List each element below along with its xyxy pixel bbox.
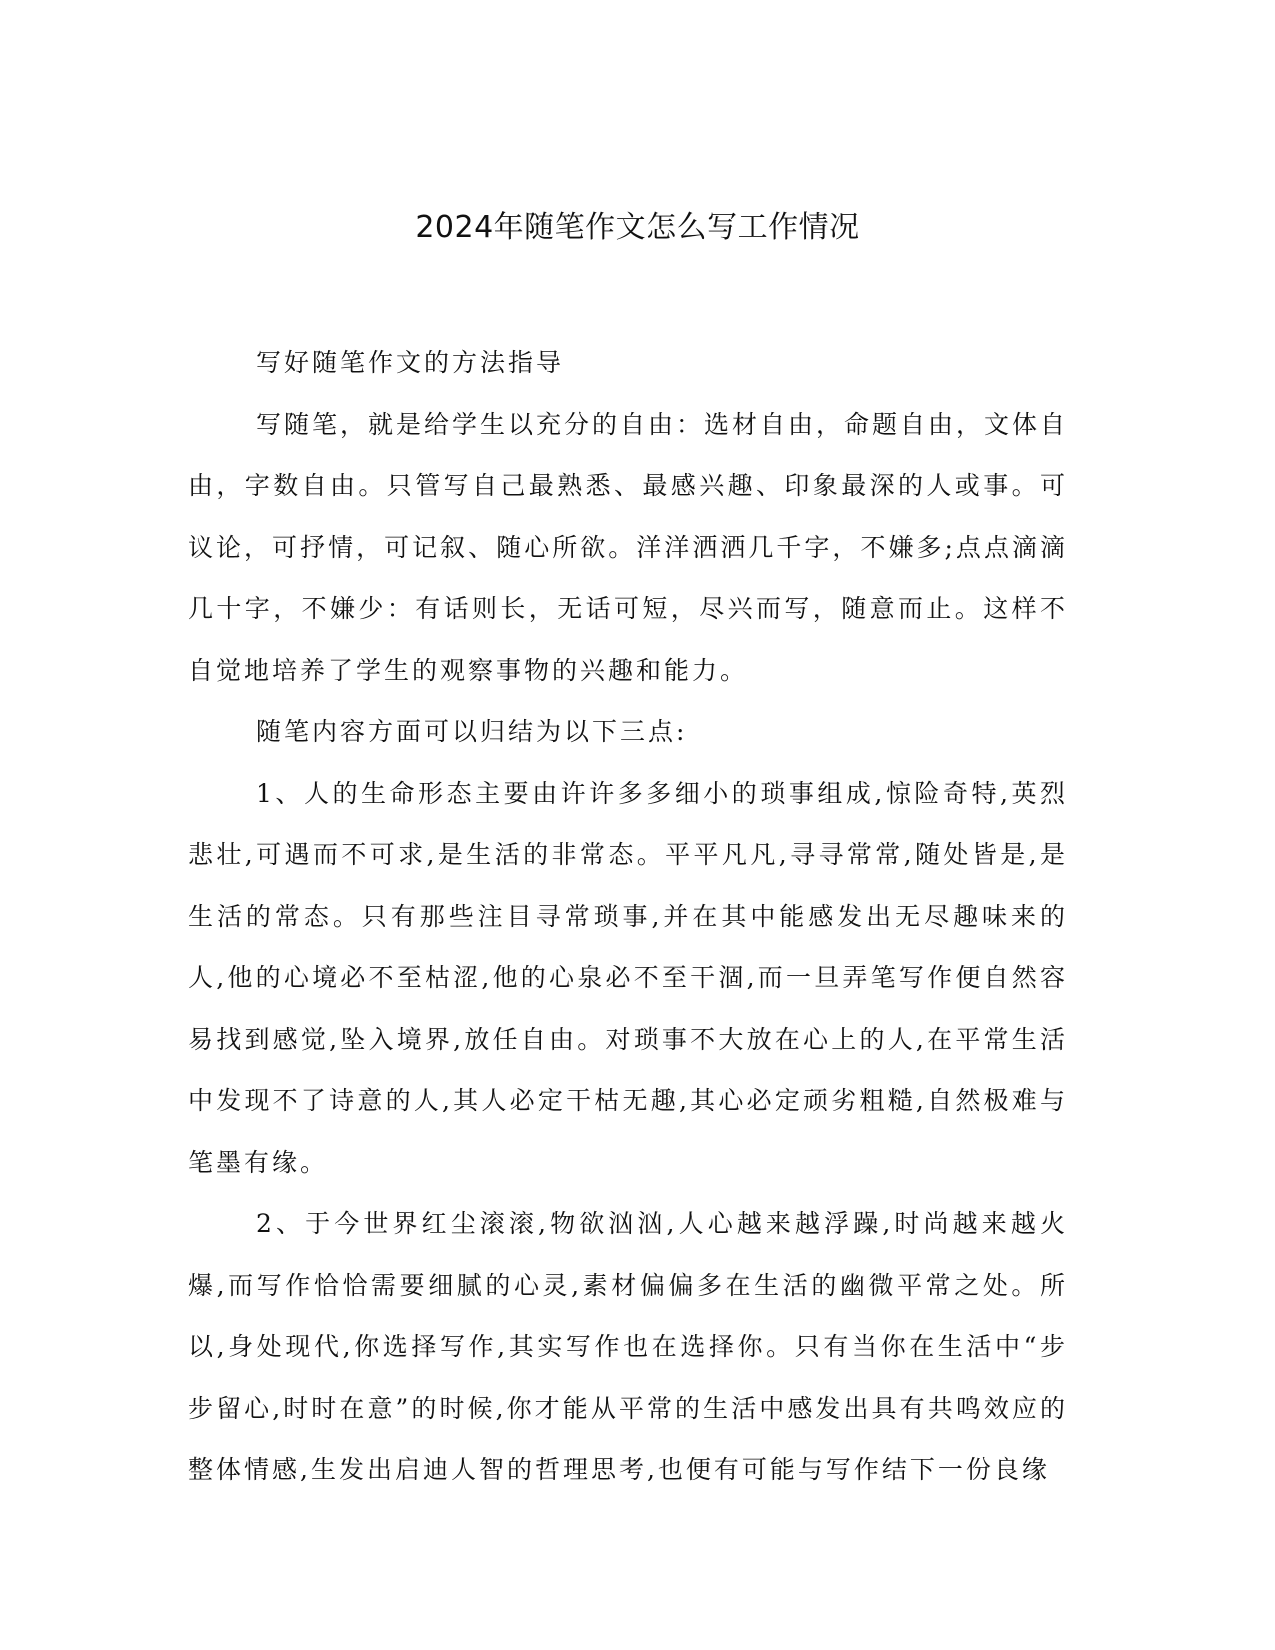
paragraph: 2、于今世界红尘滚滚,物欲汹汹,人心越来越浮躁,时尚越来越火爆,而写作恰恰需要细腻的心灵,素材偏偏多在生活的幽微平常之处。所以,身处现代,你选择写作,其实写作也在选择你。只有当你在生活中“步步留心,时时在意”的时候,你才能从平常的生活中感发出具有共鸣效应的整体情感,生发出启迪人智的哲理思考,也便有可能与写作结下一份良缘 xyxy=(188,1209,1068,1484)
document-body xyxy=(188,332,1068,1501)
paragraph: 写随笔，就是给学生以充分的自由：选材自由，命题自由，文体自由，字数自由。只管写自己最熟悉、最感兴趣、印象最深的人或事。可议论，可抒情，可记叙、随心所欲。洋洋洒洒几千字，不嫌多;点点滴滴几十字，不嫌少：有话则长，无话可短，尽兴而写，随意而止。这样不自觉地培养了学生的观察事物的兴趣和能力。 xyxy=(188,409,1069,685)
paragraph: 1、人的生命形态主要由许许多多细小的琐事组成,惊险奇特,英烈悲壮,可遇而不可求,是生活的非常态。平平凡凡,寻寻常常,随处皆是,是生活的常态。只有那些注目寻常琐事,并在其中能感发出无尽趣味来的人,他的心境必不至枯涩,他的心泉必不至干涸,而一旦弄笔写作便自然容易找到感觉,坠入境界,放任自由。对琐事不大放在心上的人,在平常生活中发现不了诗意的人,其人必定干枯无趣,其心必定顽劣粗糙,自然极难与笔墨有缘。 xyxy=(188,778,1068,1177)
paragraph-heading: 写好随笔作文的方法指导 xyxy=(256,348,565,377)
paragraph: 随笔内容方面可以归结为以下三点: xyxy=(256,717,688,746)
document-title: 2024年随笔作文怎么写工作情况 xyxy=(415,210,860,245)
